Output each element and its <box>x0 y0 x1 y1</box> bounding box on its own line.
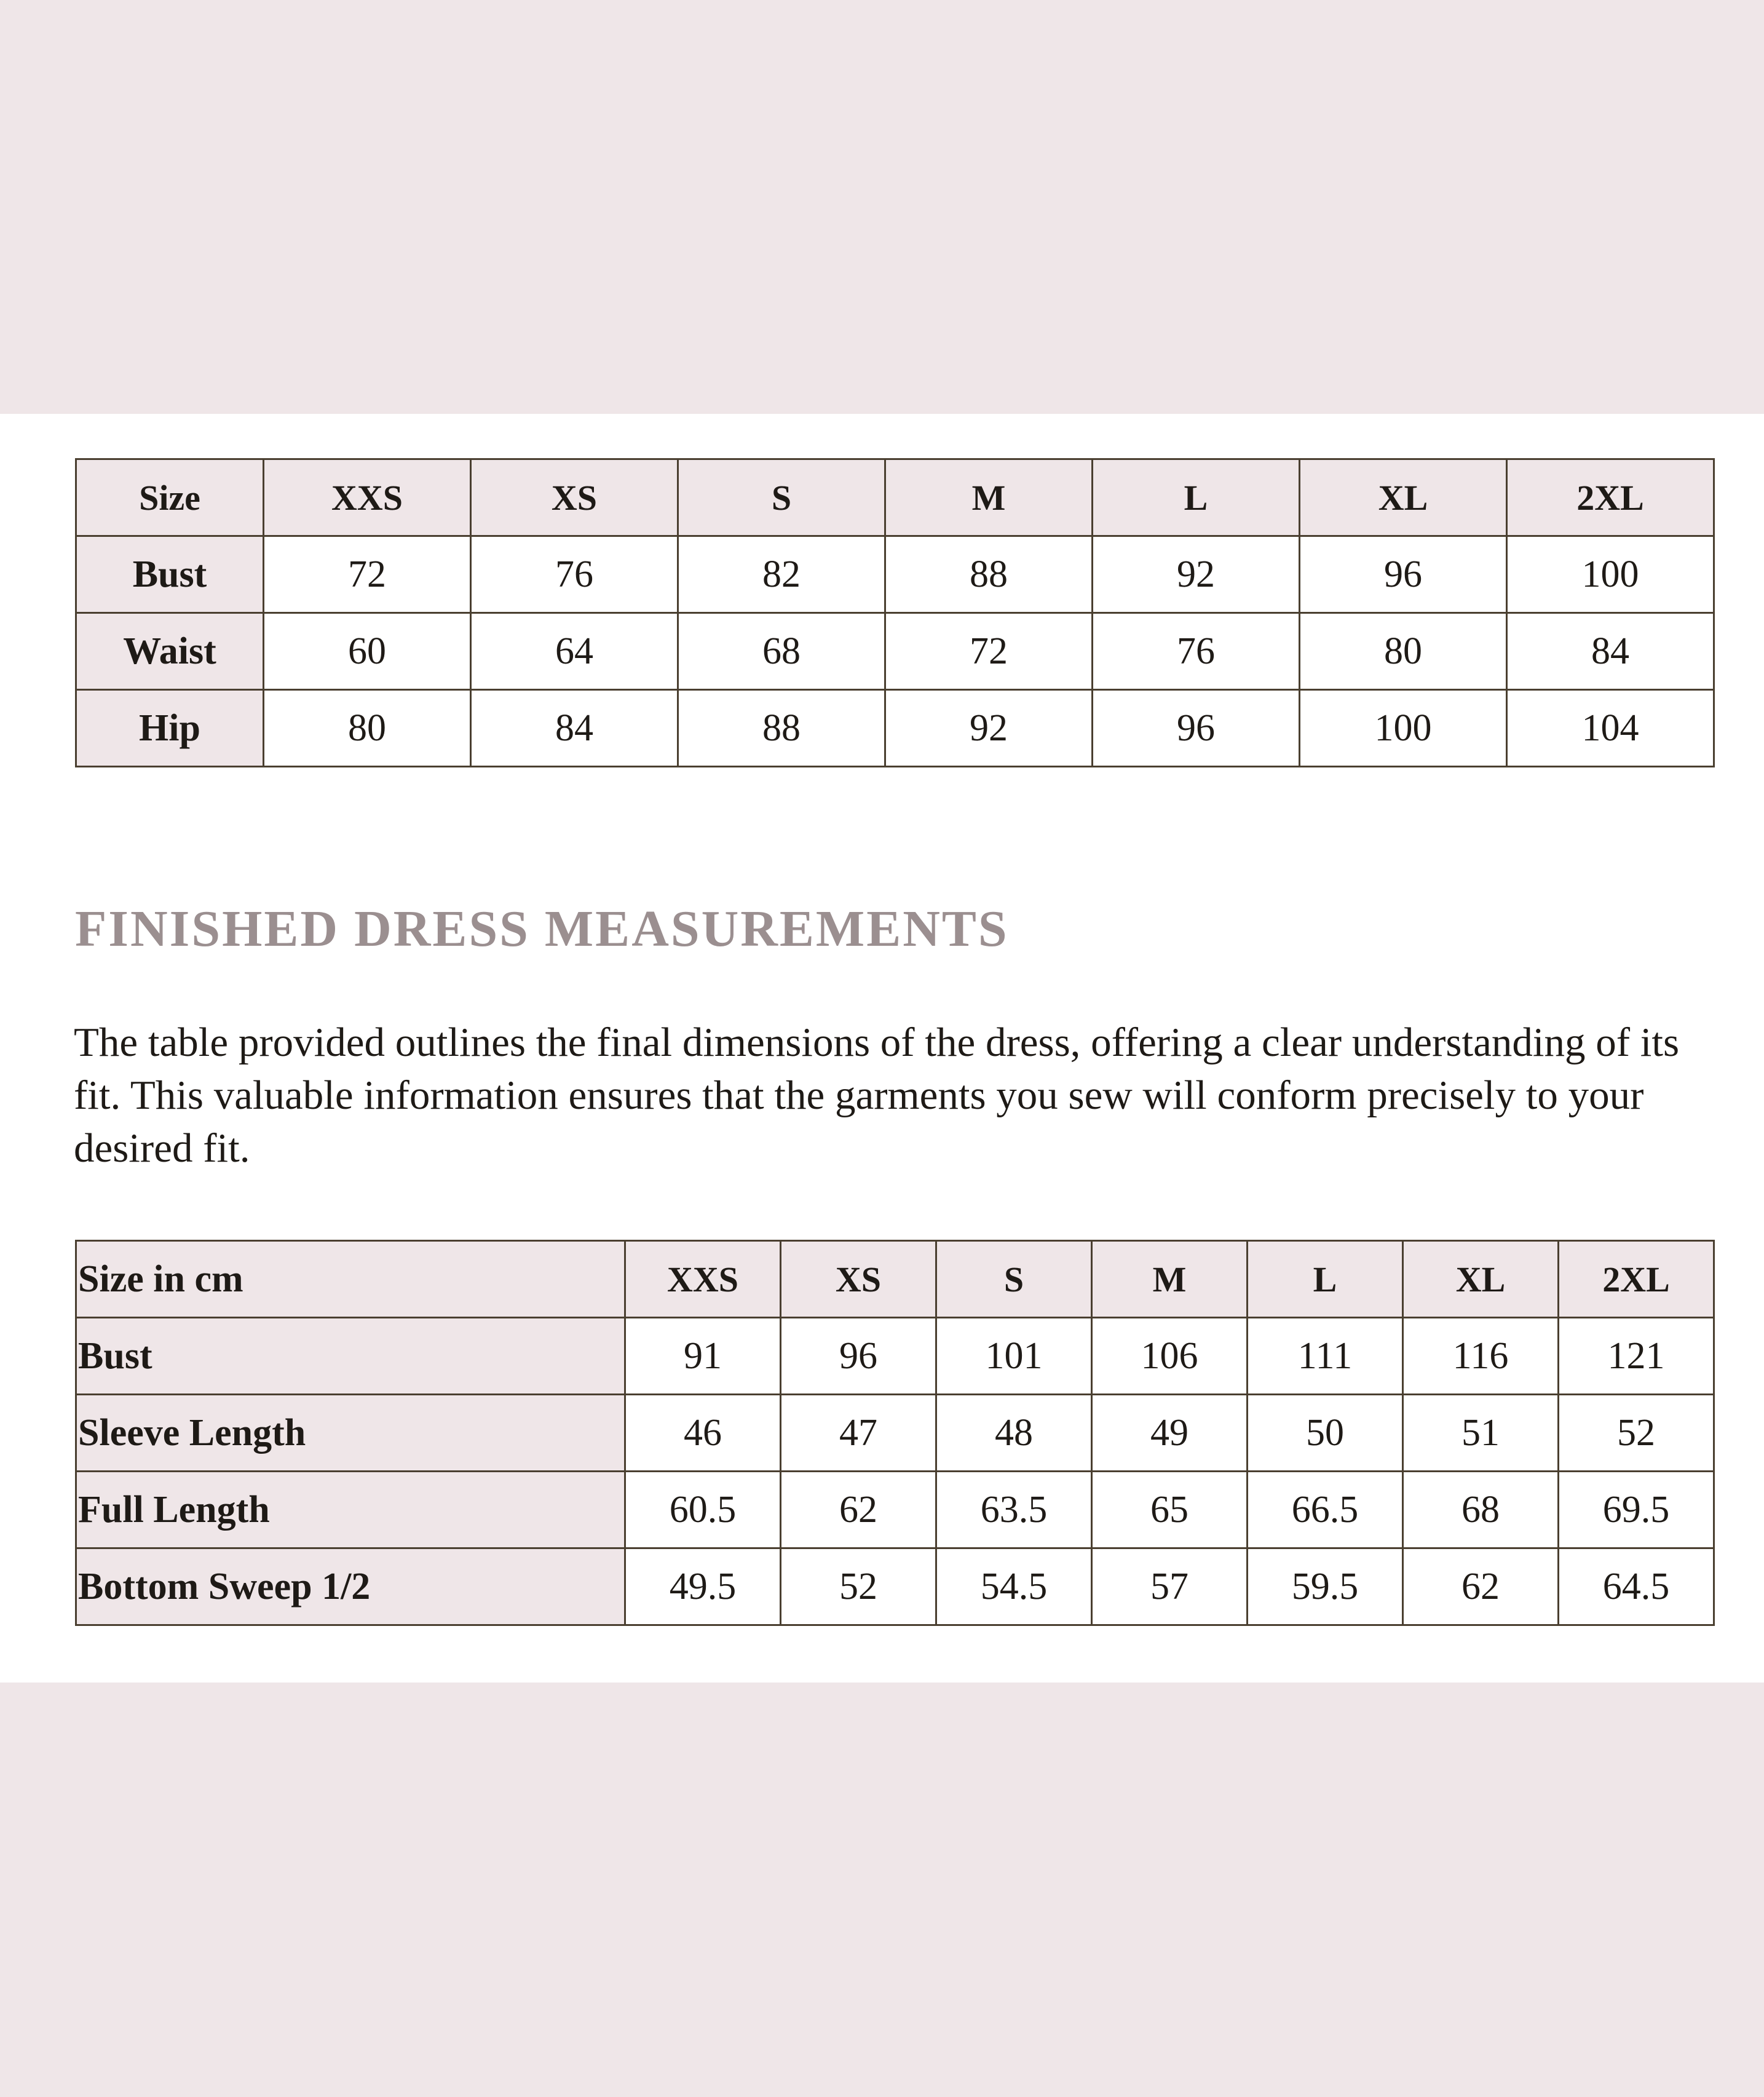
table-cell: 49.5 <box>625 1548 781 1625</box>
table-cell: 51 <box>1403 1395 1559 1472</box>
header-cell: XXS <box>264 459 471 536</box>
table-cell: 96 <box>1093 690 1300 767</box>
row-label: Waist <box>76 613 264 690</box>
table-cell: 116 <box>1403 1318 1559 1395</box>
table-cell: 52 <box>781 1548 936 1625</box>
header-cell: M <box>885 459 1093 536</box>
table-row <box>76 1318 1714 1395</box>
table-cell: 68 <box>678 613 885 690</box>
table-cell: 111 <box>1248 1318 1403 1395</box>
table-cell: 66.5 <box>1248 1472 1403 1548</box>
table-row <box>76 1472 1714 1548</box>
table-cell: 72 <box>885 613 1093 690</box>
header-cell: 2XL <box>1507 459 1714 536</box>
table-cell: 80 <box>264 690 471 767</box>
table-cell: 82 <box>678 536 885 613</box>
table-cell: 96 <box>1300 536 1507 613</box>
table-header-row <box>76 459 1714 536</box>
table-cell: 84 <box>1507 613 1714 690</box>
size-chart-table <box>75 458 1715 767</box>
header-cell: Size <box>76 459 264 536</box>
table-cell: 76 <box>471 536 678 613</box>
section-title: FINISHED DRESS MEASUREMENTS <box>75 900 1009 957</box>
table-cell: 57 <box>1092 1548 1248 1625</box>
header-cell: L <box>1093 459 1300 536</box>
table-cell: 68 <box>1403 1472 1559 1548</box>
header-cell: S <box>936 1241 1092 1318</box>
table-cell: 63.5 <box>936 1472 1092 1548</box>
table-cell: 62 <box>1403 1548 1559 1625</box>
table-header-row <box>76 1241 1714 1318</box>
table-cell: 104 <box>1507 690 1714 767</box>
table-cell: 72 <box>264 536 471 613</box>
table-cell: 64 <box>471 613 678 690</box>
table-cell: 100 <box>1300 690 1507 767</box>
finished-measurements-table <box>75 1240 1715 1626</box>
header-cell: XS <box>471 459 678 536</box>
table-cell: 65 <box>1092 1472 1248 1548</box>
table-row <box>76 1395 1714 1472</box>
table-cell: 80 <box>1300 613 1507 690</box>
row-label: Bottom Sweep 1/2 <box>76 1548 625 1625</box>
table-row <box>76 1548 1714 1625</box>
header-cell: L <box>1248 1241 1403 1318</box>
header-cell: XS <box>781 1241 936 1318</box>
table-cell: 88 <box>885 536 1093 613</box>
row-label: Full Length <box>76 1472 625 1548</box>
table-cell: 60 <box>264 613 471 690</box>
row-label: Hip <box>76 690 264 767</box>
table-cell: 76 <box>1093 613 1300 690</box>
table-cell: 100 <box>1507 536 1714 613</box>
table-cell: 106 <box>1092 1318 1248 1395</box>
table-cell: 46 <box>625 1395 781 1472</box>
table-cell: 64.5 <box>1559 1548 1714 1625</box>
row-label: Bust <box>76 1318 625 1395</box>
header-cell: S <box>678 459 885 536</box>
table-cell: 48 <box>936 1395 1092 1472</box>
table-cell: 54.5 <box>936 1548 1092 1625</box>
table-cell: 84 <box>471 690 678 767</box>
table-cell: 62 <box>781 1472 936 1548</box>
table-cell: 69.5 <box>1559 1472 1714 1548</box>
header-cell: Size in cm <box>76 1241 625 1318</box>
table-row <box>76 613 1714 690</box>
table-cell: 96 <box>781 1318 936 1395</box>
table-cell: 121 <box>1559 1318 1714 1395</box>
row-label: Sleeve Length <box>76 1395 625 1472</box>
table-cell: 91 <box>625 1318 781 1395</box>
header-cell: M <box>1092 1241 1248 1318</box>
row-label: Bust <box>76 536 264 613</box>
table-row <box>76 690 1714 767</box>
table-cell: 47 <box>781 1395 936 1472</box>
header-cell: XXS <box>625 1241 781 1318</box>
table-cell: 59.5 <box>1248 1548 1403 1625</box>
table-cell: 101 <box>936 1318 1092 1395</box>
table-cell: 92 <box>885 690 1093 767</box>
table-cell: 92 <box>1093 536 1300 613</box>
section-description: The table provided outlines the final dimensions of the dress, offering a clear understanding of its fit. This valuable information ensures that the garments you sew will conform precisely to your desired fit. <box>74 1020 1680 1171</box>
header-cell: 2XL <box>1559 1241 1714 1318</box>
table-cell: 52 <box>1559 1395 1714 1472</box>
header-cell: XL <box>1403 1241 1559 1318</box>
table-cell: 49 <box>1092 1395 1248 1472</box>
header-cell: XL <box>1300 459 1507 536</box>
table-cell: 88 <box>678 690 885 767</box>
table-cell: 60.5 <box>625 1472 781 1548</box>
table-cell: 50 <box>1248 1395 1403 1472</box>
table-row <box>76 536 1714 613</box>
